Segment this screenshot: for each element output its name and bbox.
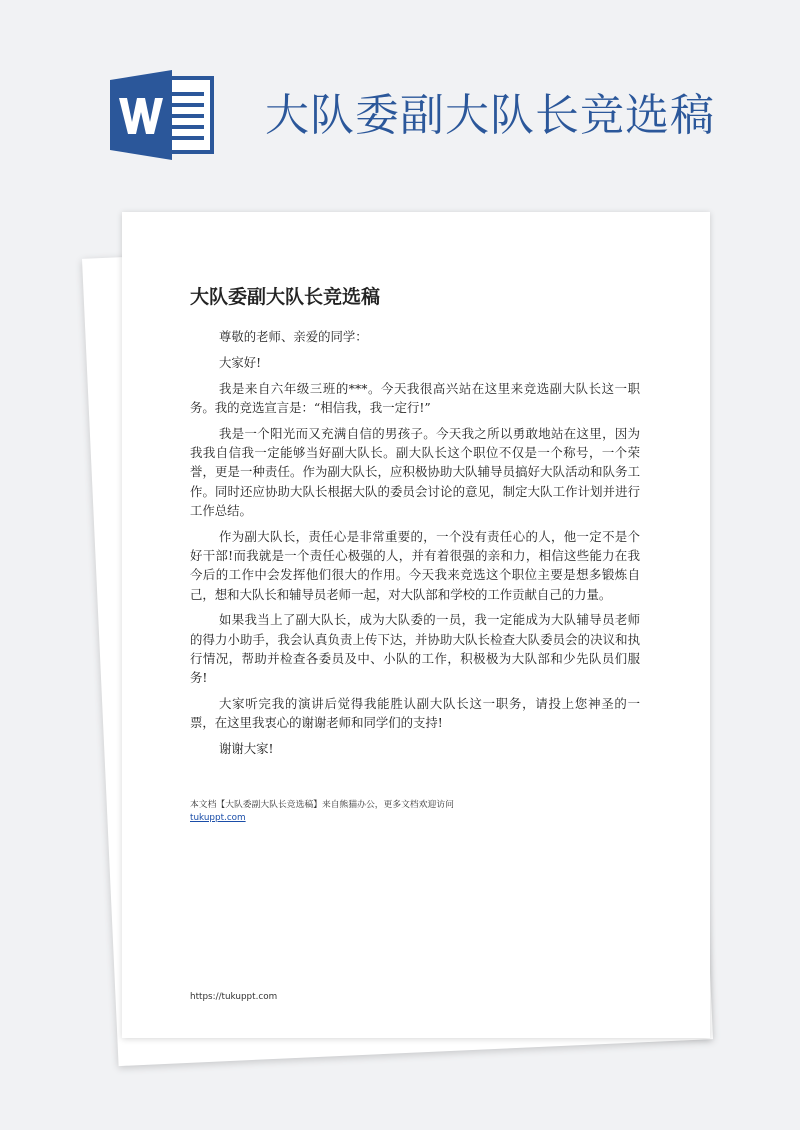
paragraph-greeting: 尊敬的老师、亲爱的同学： xyxy=(219,329,368,344)
document-title: 大队委副大队长竞选稿 xyxy=(190,286,381,308)
page-url: https://tukuppt.com xyxy=(190,992,278,1002)
word-icon xyxy=(110,70,214,160)
document-body xyxy=(190,327,640,765)
source-note-text: 本文档【大队委副大队长竞选稿】来自熊猫办公，更多文档欢迎访问 xyxy=(190,800,454,810)
paragraph-promise: 如果我当上了副大队长，成为大队委的一员，我一定能成为大队辅导员老师的得力小助手，我会认真负责上传下达，并协助大队长检查大队委员会的决议和执行情况，帮助并检查各委员及中、小队的工作，积极极为大队部和少先队员们服务! xyxy=(190,612,640,686)
source-link[interactable]: tukuppt.com xyxy=(190,813,246,823)
paragraph-vote: 大家听完我的演讲后觉得我能胜认副大队长这一职务，请投上您神圣的一票，在这里我衷心的谢谢老师和同学们的支持! xyxy=(190,696,640,731)
paragraph-responsibility: 作为副大队长，责任心是非常重要的，一个没有责任心的人，他一定不是个好干部!而我就是一个责任心极强的人，并有着很强的亲和力，相信这些能力在我今后的工作中会发挥他们很大的作用。今天我来竞选这个职位主要是想多锻炼自己，想和大队长和辅导员老师一起，对大队部和学校的工作贡献自己的力量。 xyxy=(190,528,640,602)
paragraph-hello: 大家好! xyxy=(219,354,262,370)
paragraph-self: 我是一个阳光而又充满自信的男孩子。今天我之所以勇敢地站在这里，因为我我自信我一定能够当好副大队长。副大队长这个职位不仅是一个称号，一个荣誉，更是一种责任。作为副大队长，应积极协助大队辅导员搞好大队活动和队务工作。同时还应协助大队长根据大队的委员会讨论的意见，制定大队工作计划并进行工作总结。 xyxy=(190,425,640,518)
banner-title: 大队委副大队长竞选稿 xyxy=(265,90,715,141)
source-note xyxy=(190,799,454,825)
paragraph-thanks: 谢谢大家! xyxy=(219,741,274,757)
paragraph-intro: 我是来自六年级三班的***。今天我很高兴站在这里来竞选副大队长这一职务。我的竞选宣言是：“相信我，我一定行!” xyxy=(190,380,640,415)
document-page xyxy=(122,212,710,1038)
